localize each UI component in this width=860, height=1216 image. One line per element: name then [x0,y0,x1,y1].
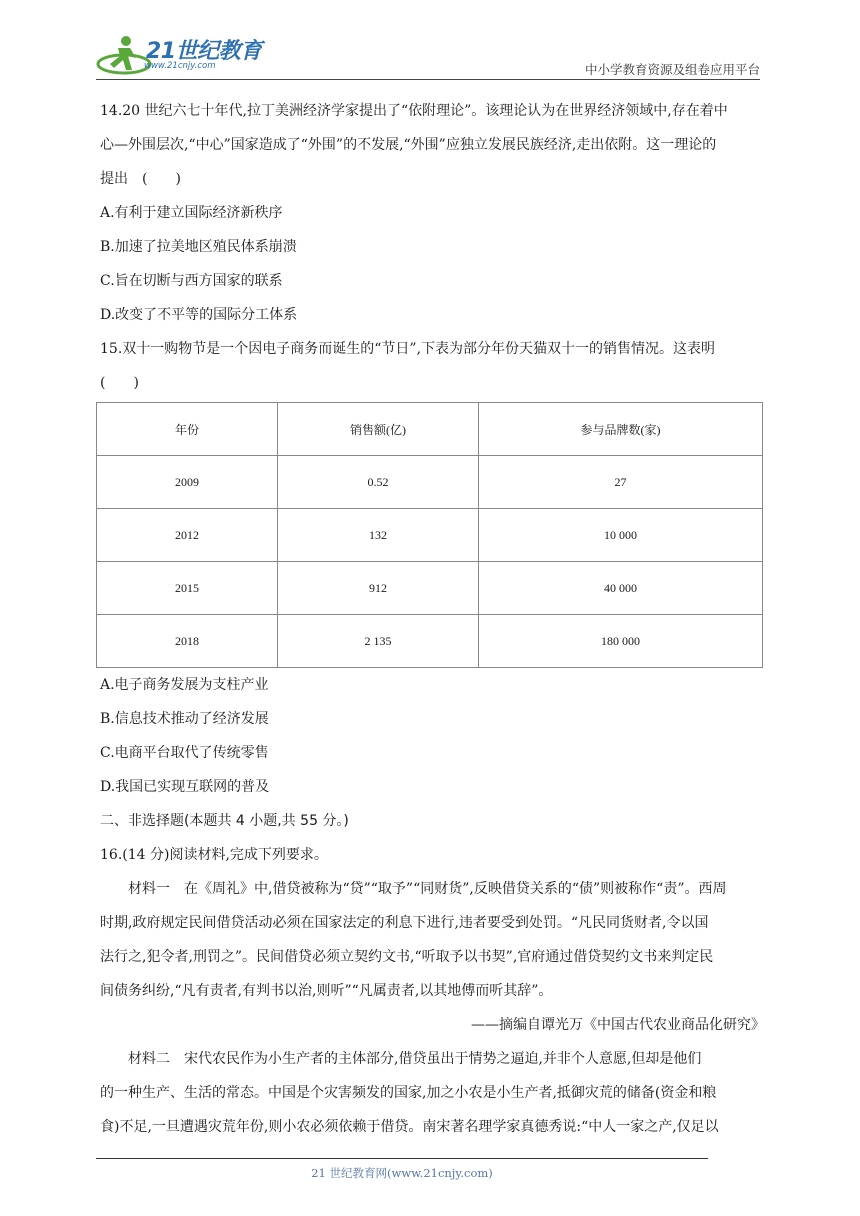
material-2-line-2: 的一种生产、生活的常态。中国是个灾害频发的国家,加之小农是小生产者,抵御灾荒的储备(资金和粮 [100,1085,717,1101]
table-cell: 180 000 [479,615,763,668]
material-2-line-3: 食)不足,一旦遭遇灾荒年份,则小农必须依赖于借贷。南宋著名理学家真德秀说:“中人一家之产,仅足以 [100,1119,719,1135]
table-row [97,562,763,615]
table-header: 参与品牌数(家) [479,403,763,456]
q14-line-2: 心—外围层次,“中心”国家造成了“外围”的不发展,“外围”应独立发展民族经济,走出依附。这一理论的 [100,137,717,153]
q15-option-b: B.信息技术推动了经济发展 [100,711,269,727]
sales-table [96,402,763,668]
q15-line-2: ( ) [100,375,139,391]
table-cell: 2009 [97,456,278,509]
q14-option-c: C.旨在切断与西方国家的联系 [100,273,283,289]
q14-line-3: 提出 ( ) [100,171,181,187]
table-row [97,456,763,509]
q14-option-b: B.加速了拉美地区殖民体系崩溃 [100,239,297,255]
table-cell: 27 [479,456,763,509]
table-cell: 2015 [97,562,278,615]
material-2-line-1: 材料二 宋代农民作为小生产者的主体部分,借贷虽出于情势之逼迫,并非个人意愿,但却是他们 [128,1051,702,1067]
footer-rule [96,1158,708,1159]
q15-option-a: A.电子商务发展为支柱产业 [100,677,269,693]
page-header [96,28,760,80]
logo-text: 21世纪教育 [146,39,262,64]
q15-line-1: 15.双十一购物节是一个因电子商务而诞生的“节日”,下表为部分年份天猫双十一的销售情况。这表明 [100,341,716,357]
material-1-line-1: 材料一 在《周礼》中,借贷被称为“贷”“取予”“同财货”,反映借贷关系的“债”则被称作“责”。西周 [128,881,727,897]
platform-label: 中小学教育资源及组卷应用平台 [584,62,760,77]
header-rule [96,79,760,80]
table-cell: 10 000 [479,509,763,562]
q15-option-d: D.我国已实现互联网的普及 [100,779,270,795]
table-cell: 2018 [97,615,278,668]
table-cell: 2 135 [278,615,479,668]
material-1-line-4: 间债务纠纷,“凡有责者,有判书以治,则听”“凡属责者,以其地傅而听其辞”。 [100,983,553,999]
table-cell: 0.52 [278,456,479,509]
table-cell: 2012 [97,509,278,562]
table-header-row [97,403,763,456]
material-1-line-3: 法行之,犯令者,刑罚之”。民间借贷必须立契约文书,“听取予以书契”,官府通过借贷契约文书来判定民 [100,949,714,965]
table-row [97,509,763,562]
question-15-options [100,668,765,1144]
q14-option-a: A.有利于建立国际经济新秩序 [100,205,283,221]
table-cell: 132 [278,509,479,562]
q14-option-d: D.改变了不平等的国际分工体系 [100,307,298,323]
material-1-source: ——摘编自谭光万《中国古代农业商品化研究》 [471,1017,765,1033]
q15-option-c: C.电商平台取代了传统零售 [100,745,269,761]
q14-line-1: 14.20 世纪六七十年代,拉丁美洲经济学家提出了“依附理论”。该理论认为在世界经济领域中,存在着中 [100,103,728,119]
material-1-line-2: 时期,政府规定民间借贷活动必须在国家法定的利息下进行,违者要受到处罚。“凡民同货财者,令以国 [100,915,709,931]
table-cell: 912 [278,562,479,615]
table-row [97,615,763,668]
logo-url: www.21cnjy.com [144,61,216,71]
table-header: 年份 [97,403,278,456]
table-header: 销售额(亿) [278,403,479,456]
footer-text: 21 世纪教育网(www.21cnjy.com) [311,1166,493,1180]
q16-title: 16.(14 分)阅读材料,完成下列要求。 [100,847,328,863]
table-cell: 40 000 [479,562,763,615]
question-14 [100,94,765,400]
section-heading: 二、非选择题(本题共 4 小题,共 55 分。) [100,813,349,829]
